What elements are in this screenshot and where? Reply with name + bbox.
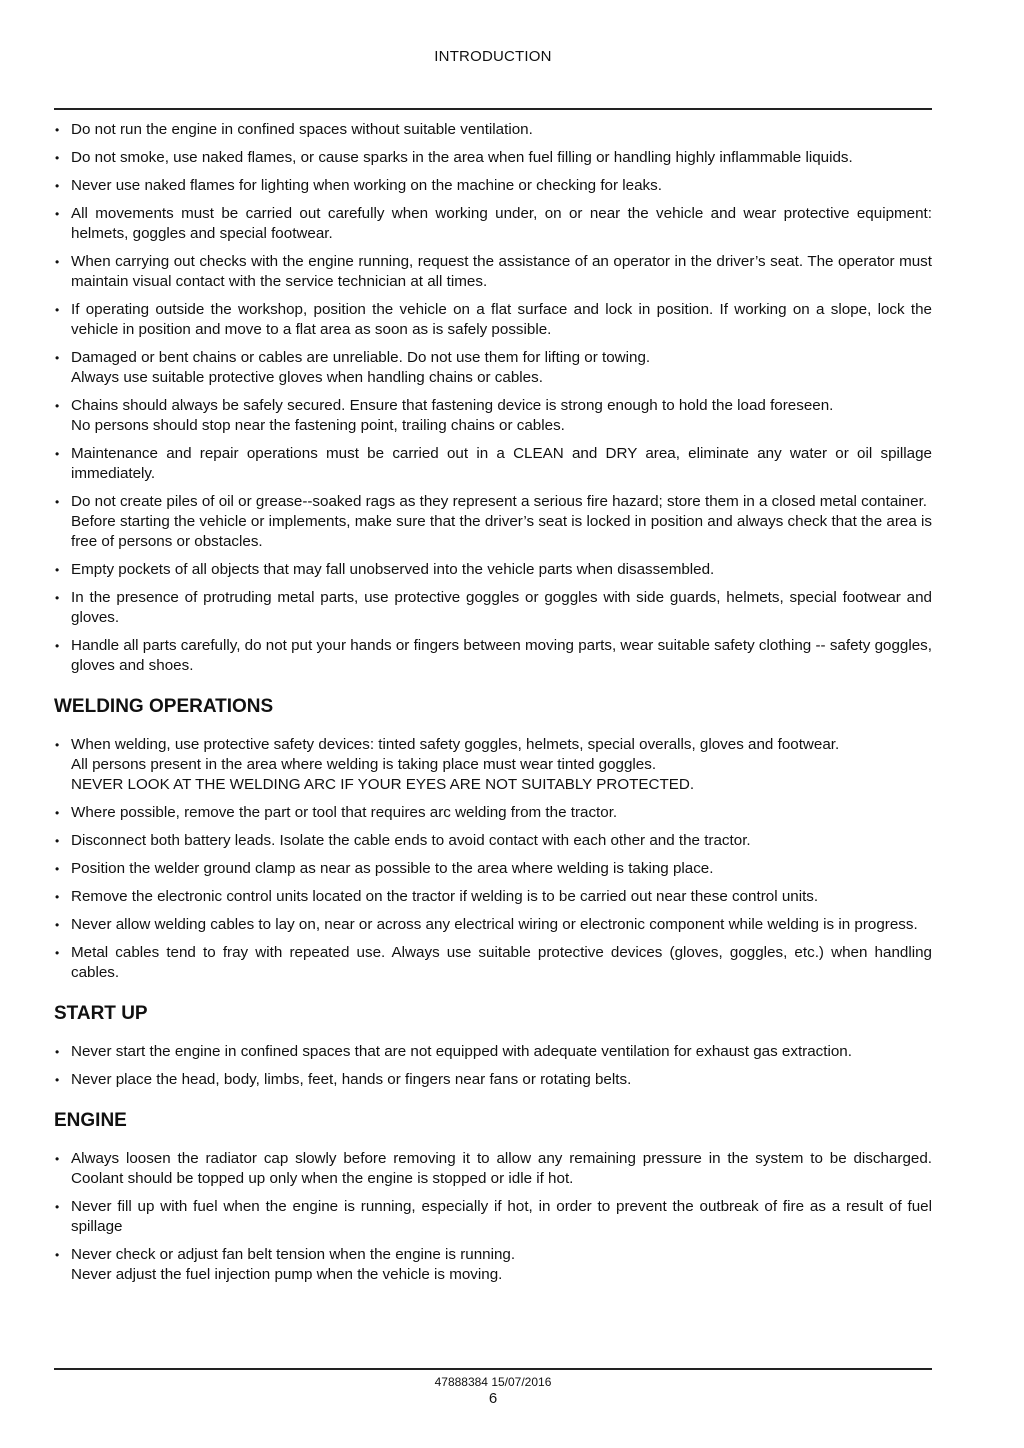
list-item-text: All persons present in the area where welding is taking place must wear tinted goggles. bbox=[71, 756, 657, 773]
list-item bbox=[54, 396, 932, 436]
list-item-text: • Maintenance and repair operations must be carried out in a CLEAN and DRY area, eliminate any water or oil spillage immediately. bbox=[71, 445, 932, 482]
list-item bbox=[54, 176, 932, 196]
list-item-text: Always use suitable protective gloves when handling chains or cables. bbox=[71, 369, 543, 386]
footer-divider bbox=[54, 1368, 932, 1370]
list-item-text: • Never start the engine in confined spaces that are not equipped with adequate ventilation for exhaust gas extraction. bbox=[71, 1043, 852, 1060]
intro-safety-list bbox=[54, 120, 932, 676]
list-item-text: • Damaged or bent chains or cables are unreliable. Do not use them for lifting or towing. bbox=[71, 349, 651, 366]
list-item bbox=[54, 803, 932, 823]
page-content bbox=[54, 120, 932, 1293]
list-item-text: Before starting the vehicle or implements, make sure that the driver’s seat is locked in position and always check that the area is free of persons or obstacles. bbox=[71, 513, 932, 550]
list-item bbox=[54, 943, 932, 983]
page-number: 6 bbox=[488, 1390, 498, 1407]
list-item-text: • When carrying out checks with the engine running, request the assistance of an operator in the driver’s seat. The operator must maintain visual contact with the service technician at all times. bbox=[71, 253, 932, 290]
list-item bbox=[54, 859, 932, 879]
list-item bbox=[54, 915, 932, 935]
welding-section-title: WELDING OPERATIONS bbox=[54, 696, 274, 717]
list-item-text: • Never use naked flames for lighting when working on the machine or checking for leaks. bbox=[71, 177, 662, 194]
list-item bbox=[54, 1245, 932, 1285]
list-item-text: • Metal cables tend to fray with repeated use. Always use suitable protective devices (gloves, goggles, etc.) when handling cables. bbox=[71, 944, 932, 981]
list-item-text: No persons should stop near the fastening point, trailing chains or cables. bbox=[71, 417, 565, 434]
list-item bbox=[54, 588, 932, 628]
list-item bbox=[54, 1197, 932, 1237]
list-item bbox=[54, 348, 932, 388]
list-item-text: • Always loosen the radiator cap slowly before removing it to allow any remaining pressure in the system to be discharged. Coolant should be topped up only when the engine is stopped or idle if hot. bbox=[71, 1150, 932, 1187]
list-item-text: NEVER LOOK AT THE WELDING ARC IF YOUR EYES ARE NOT SUITABLY PROTECTED. bbox=[71, 776, 695, 793]
list-item-text: • Never fill up with fuel when the engine is running, especially if hot, in order to prevent the outbreak of fire as a result of fuel spillage bbox=[71, 1198, 932, 1235]
list-item-text: • If operating outside the workshop, position the vehicle on a flat surface and lock in position. If working on a slope, lock the vehicle in position and move to a flat area as soon as is safely possible. bbox=[71, 301, 932, 338]
list-item-text: • All movements must be carried out carefully when working under, on or near the vehicle and wear protective equipment: helmets, goggles and special footwear. bbox=[71, 205, 932, 242]
list-item-text: • Do not run the engine in confined spaces without suitable ventilation. bbox=[71, 121, 533, 138]
list-item-text: • Never check or adjust fan belt tension when the engine is running. bbox=[71, 1246, 516, 1263]
list-item bbox=[54, 204, 932, 244]
list-item-text: • Empty pockets of all objects that may fall unobserved into the vehicle parts when disassembled. bbox=[71, 561, 715, 578]
startup-safety-list bbox=[54, 1042, 932, 1090]
list-item bbox=[54, 636, 932, 676]
list-item bbox=[54, 735, 932, 795]
list-item bbox=[54, 492, 932, 552]
list-item bbox=[54, 831, 932, 851]
list-item-text: • Chains should always be safely secured. Ensure that fastening device is strong enough to hold the load foreseen. bbox=[71, 397, 834, 414]
list-item bbox=[54, 1042, 932, 1062]
list-item bbox=[54, 1149, 932, 1189]
list-item bbox=[54, 120, 932, 140]
page-header-title: INTRODUCTION bbox=[434, 48, 552, 65]
list-item bbox=[54, 560, 932, 580]
list-item-text: • Do not smoke, use naked flames, or cause sparks in the area when fuel filling or handling highly inflammable liquids. bbox=[71, 149, 853, 166]
header-divider bbox=[54, 108, 932, 110]
list-item-text: • Handle all parts carefully, do not put your hands or fingers between moving parts, wear suitable safety clothing -- safety goggles, gloves and shoes. bbox=[71, 637, 932, 674]
list-item-text: • Never place the head, body, limbs, feet, hands or fingers near fans or rotating belts. bbox=[71, 1071, 632, 1088]
list-item bbox=[54, 300, 932, 340]
list-item-text: • In the presence of protruding metal parts, use protective goggles or goggles with side guards, helmets, special footwear and gloves. bbox=[71, 589, 932, 626]
list-item-text: • Position the welder ground clamp as near as possible to the area where welding is taking place. bbox=[71, 860, 714, 877]
engine-section-title: ENGINE bbox=[54, 1110, 127, 1131]
list-item bbox=[54, 887, 932, 907]
document-reference: 47888384 15/07/2016 bbox=[434, 1375, 552, 1389]
list-item bbox=[54, 252, 932, 292]
list-item-text: • Where possible, remove the part or tool that requires arc welding from the tractor. bbox=[71, 804, 618, 821]
list-item bbox=[54, 148, 932, 168]
startup-section-title: START UP bbox=[54, 1003, 148, 1024]
list-item bbox=[54, 1070, 932, 1090]
list-item-text: Never adjust the fuel injection pump when the vehicle is moving. bbox=[71, 1266, 503, 1283]
list-item-text: • When welding, use protective safety devices: tinted safety goggles, helmets, special overalls, gloves and footwear. bbox=[71, 736, 840, 753]
list-item bbox=[54, 444, 932, 484]
list-item-text: • Do not create piles of oil or grease--soaked rags as they represent a serious fire hazard; store them in a closed metal container. bbox=[71, 493, 928, 510]
list-item-text: • Remove the electronic control units located on the tractor if welding is to be carried out near these control units. bbox=[71, 888, 819, 905]
welding-safety-list bbox=[54, 735, 932, 983]
list-item-text: • Disconnect both battery leads. Isolate the cable ends to avoid contact with each other and the tractor. bbox=[71, 832, 751, 849]
engine-safety-list bbox=[54, 1149, 932, 1285]
list-item-text: • Never allow welding cables to lay on, near or across any electrical wiring or electronic component while welding is in progress. bbox=[71, 916, 918, 933]
